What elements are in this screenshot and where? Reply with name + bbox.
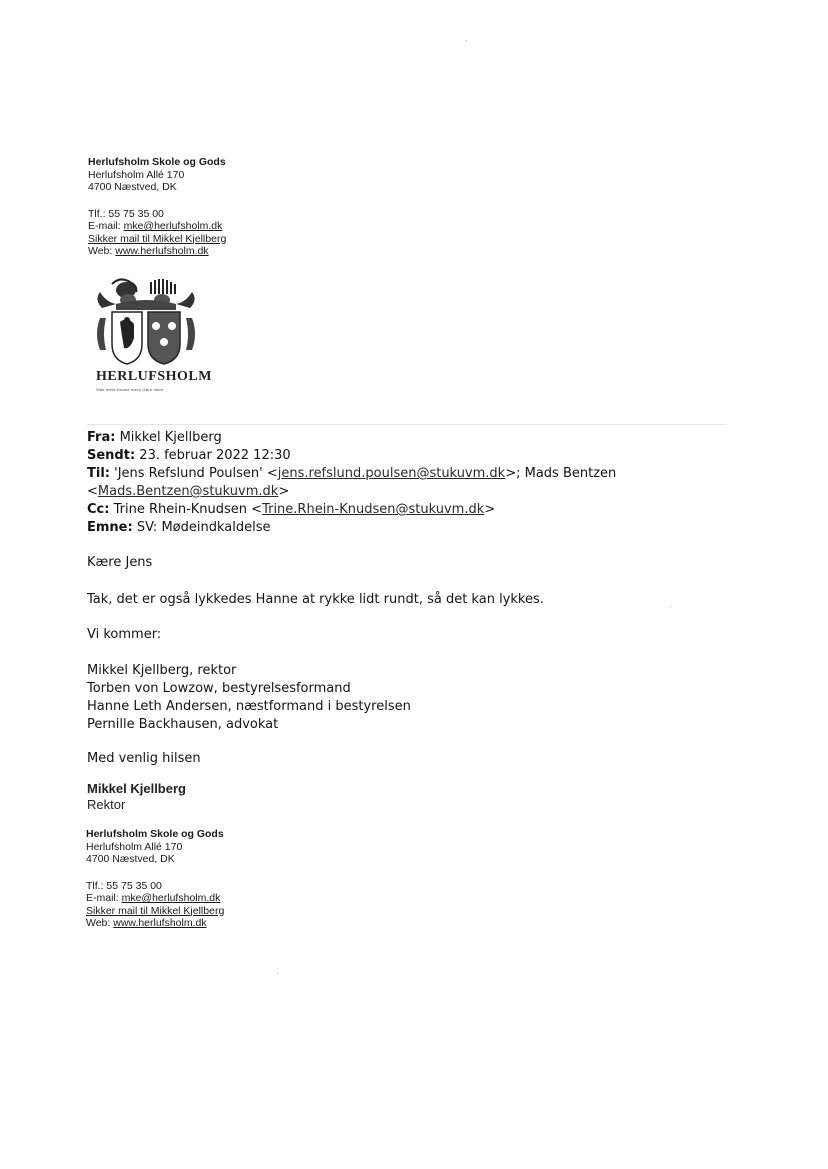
bottom-email-link[interactable]: mke@herlufsholm.dk	[121, 892, 221, 904]
closing: Med venlig hilsen	[87, 751, 201, 766]
sent-label: Sendt:	[87, 448, 136, 463]
to-close-2: >	[278, 484, 290, 499]
paragraph-2: Vi kommer:	[87, 627, 162, 642]
top-signature	[88, 156, 226, 258]
logo-tagline: Vide mere Kunne mere Gøre mere	[96, 387, 164, 392]
from-label: Fra:	[87, 430, 116, 445]
subject-value: SV: Mødeindkaldelse	[136, 520, 271, 535]
bottom-signature	[86, 828, 224, 930]
bottom-email-label: E-mail:	[86, 892, 122, 904]
herlufsholm-logo	[90, 278, 212, 396]
scan-speck	[466, 40, 467, 41]
scan-speck	[277, 973, 278, 974]
from-value: Mikkel Kjellberg	[119, 430, 222, 445]
to-email-1-link[interactable]: jens.refslund.poulsen@stukuvm.dk	[277, 466, 506, 481]
bottom-web-line	[86, 917, 224, 930]
top-street: Herlufsholm Allé 170	[88, 168, 185, 181]
cc-email-link[interactable]: Trine.Rhein-Knudsen@stukuvm.dk	[262, 502, 485, 517]
attendee-item: Pernille Backhausen, advokat	[87, 717, 279, 732]
scan-speck	[670, 606, 671, 607]
bottom-street: Herlufsholm Allé 170	[86, 840, 183, 853]
email-header	[87, 429, 787, 537]
top-web-label: Web:	[88, 245, 116, 257]
greeting: Kære Jens	[87, 555, 153, 570]
attendee-item: Mikkel Kjellberg, rektor	[87, 663, 237, 678]
top-email-link[interactable]: mke@herlufsholm.dk	[123, 220, 223, 232]
to-name-1: 'Jens Refslund Poulsen' <	[114, 466, 278, 481]
bottom-phone: Tlf.: 55 75 35 00	[86, 879, 162, 892]
signer-name: Mikkel Kjellberg	[87, 781, 186, 796]
to-row-cont	[87, 483, 787, 501]
coat-of-arms-icon	[90, 278, 206, 370]
top-secure-mail-link[interactable]: Sikker mail til Mikkel Kjellberg	[88, 232, 227, 245]
cc-close: >	[484, 502, 496, 517]
bottom-org-name: Herlufsholm Skole og Gods	[86, 828, 224, 840]
to-open-2: <	[87, 484, 98, 499]
attendee-item: Hanne Leth Andersen, næstformand i bestyrelsen	[87, 699, 411, 714]
sent-value: 23. februar 2022 12:30	[139, 448, 291, 463]
bottom-web-label: Web:	[86, 917, 114, 929]
to-separator: >; Mads Bentzen	[505, 466, 617, 481]
top-phone: Tlf.: 55 75 35 00	[88, 207, 164, 220]
from-row	[87, 429, 787, 447]
top-web-link[interactable]: www.herlufsholm.dk	[115, 245, 209, 257]
bottom-city: 4700 Næstved, DK	[86, 853, 175, 865]
logo-wordmark: HERLUFSHOLM	[96, 369, 212, 384]
to-row	[87, 465, 787, 483]
to-email-2-link[interactable]: Mads.Bentzen@stukuvm.dk	[97, 484, 279, 499]
cc-row	[87, 501, 787, 519]
top-email-label: E-mail:	[88, 220, 124, 232]
bottom-email-line	[86, 892, 224, 905]
cc-name: Trine Rhein-Knudsen <	[113, 502, 263, 517]
subject-row	[87, 519, 787, 537]
top-email-line	[88, 220, 226, 233]
subject-label: Emne:	[87, 520, 133, 535]
separator-line	[87, 424, 727, 425]
paragraph-1: Tak, det er også lykkedes Hanne at rykke lidt rundt, så det kan lykkes.	[87, 592, 544, 607]
top-org-name: Herlufsholm Skole og Gods	[88, 156, 226, 168]
attendee-list	[87, 662, 411, 734]
attendee-item: Torben von Lowzow, bestyrelsesformand	[87, 681, 351, 696]
cc-label: Cc:	[87, 502, 110, 517]
to-label: Til:	[87, 466, 110, 481]
bottom-secure-mail-link[interactable]: Sikker mail til Mikkel Kjellberg	[86, 904, 225, 917]
sent-row	[87, 447, 787, 465]
top-city: 4700 Næstved, DK	[88, 181, 177, 193]
top-web-line	[88, 245, 226, 258]
signer-title: Rektor	[87, 797, 126, 812]
bottom-web-link[interactable]: www.herlufsholm.dk	[113, 917, 207, 929]
